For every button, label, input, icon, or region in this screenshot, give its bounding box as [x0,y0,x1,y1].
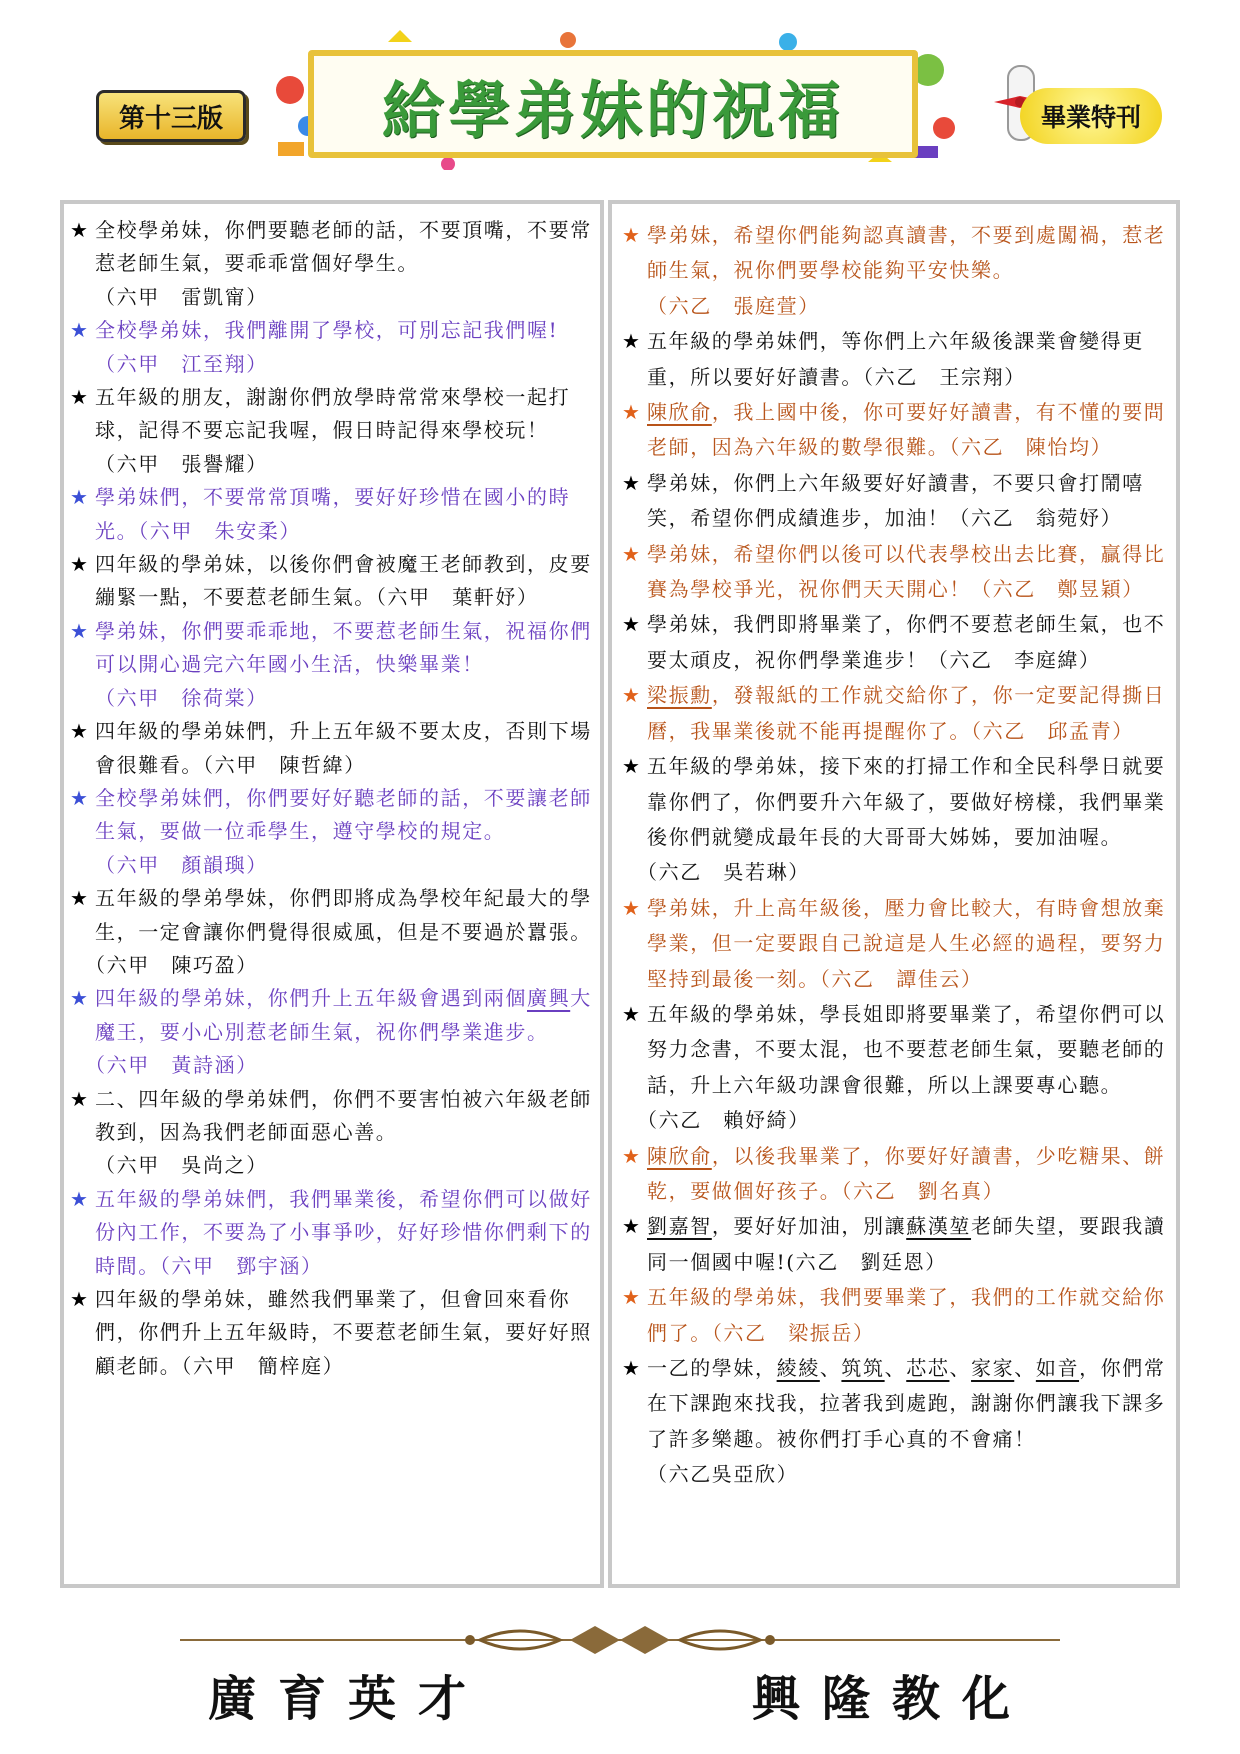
message-item [622,537,1170,608]
star-bullet-icon: ★ [70,385,90,410]
message-item [622,1351,1170,1493]
message-text: 學弟妹，升上高年級後，壓力會比較大，有時會想放棄學業，但一定要跟自己說這是人生必經的過程，要努力堅持到最後一刻。 [647,895,1166,991]
signature: （六甲 鄧宇涵） [159,1253,323,1278]
star-bullet-icon: ★ [70,1086,90,1111]
message-item [70,982,594,1082]
star-bullet-icon: ★ [70,318,90,343]
message-item [70,481,594,548]
message-item [70,1183,594,1283]
message-text: 五年級的學弟妹們，我們畢業後，希望你們可以做好份內工作，不要為了小事爭吵，好好珍惜你們剩下的時間。 [95,1186,592,1278]
message-text: 二、四年級的學弟妹們，你們不要害怕被六年級老師教到，因為我們老師面惡心善。 [95,1086,592,1144]
underlined-name: 綾綾 [776,1356,820,1380]
message-text: 五年級的學弟妹們，等你們上六年級後課業會變得更重，所以要好好讀書。 [647,329,1144,389]
signature: （六甲 朱安柔） [138,518,302,543]
signature: （六乙 梁振岳） [711,1320,875,1345]
title-banner [268,30,962,170]
signature: （六甲 張譽耀） [95,451,268,476]
message-text: 學弟妹，希望你們能夠認真讀書，不要到處闖禍，惹老師生氣，祝你們要學校能夠平安快樂。 [647,223,1166,283]
star-bullet-icon: ★ [70,1186,90,1211]
message-item [622,997,1170,1139]
message-item [70,715,594,782]
signature: （六甲 吳尚之） [95,1153,268,1178]
message-text: 學弟妹，你們要乖乖地，不要惹老師生氣，祝福你們可以開心過完六年國小生活，快樂畢業！ [95,618,592,677]
message-text: 五年級的學弟妹，接下來的打掃工作和全民科學日就要靠你們了，你們要升六年級了，要做好榜樣，我們畢業後你們就變成最年長的大哥哥大姊姊，要加油喔。 [647,754,1166,849]
motto-left: 廣育英才 [208,1671,489,1727]
message-text: 五年級的學弟妹，學長姐即將要畢業了，希望你們可以努力念書，不要太混，也不要惹老師生氣，要聽老師的話，升上六年級功課會很難，所以上課要專心聽。 [647,1001,1166,1097]
message-text [95,986,592,1043]
star-bullet-icon: ★ [622,1356,642,1380]
star-bullet-icon: ★ [70,218,90,242]
star-bullet-icon: ★ [622,1001,642,1026]
signature: (六乙 劉廷恩） [786,1249,947,1274]
signature: （六甲 陳哲緯） [203,752,366,777]
underlined-name: 家家 [971,1356,1015,1380]
signature: （六乙 邱孟青） [971,718,1134,743]
signature: （六乙 譚佳云） [819,966,983,991]
message-text [647,1356,1165,1451]
message-item [70,381,594,481]
underlined-name: 陳欣俞 [647,1143,712,1168]
underlined-name: 蘇漢堃 [906,1214,972,1239]
star-bullet-icon: ★ [70,1287,90,1311]
message-text: 五年級的學弟妹，我們要畢業了，我們的工作就交給你們了。 [647,1285,1166,1345]
star-bullet-icon: ★ [622,400,642,425]
text-segment: 、 [884,1356,907,1380]
star-bullet-icon: ★ [70,886,90,911]
underlined-name: 筑筑 [841,1356,885,1380]
message-item [622,324,1170,395]
underlined-name: 陳欣俞 [647,400,712,425]
message-item [70,882,594,982]
signature: （六乙 劉名真） [841,1178,1005,1203]
text-segment: 大魔王，要小心別惹老師生氣，祝你們學業進步。 [95,986,592,1044]
signature: （六甲 雷凱甯） [95,284,268,309]
star-bullet-icon: ★ [622,329,642,354]
text-segment: 一乙的學妹， [647,1356,777,1380]
star-bullet-icon: ★ [70,719,90,744]
star-bullet-icon: ★ [70,552,90,577]
signature: （六甲 徐荷棠） [95,685,268,710]
signature: （六乙 賴妤綺） [647,1108,810,1133]
signature: （六乙 鄭昱穎） [971,577,1144,602]
message-item [70,314,594,381]
underlined-name: 如音 [1035,1356,1080,1380]
text-segment: ，要好好加油，別讓 [711,1214,907,1239]
star-bullet-icon: ★ [70,485,90,510]
message-item [70,548,594,615]
text-segment: 、 [949,1356,972,1380]
signature: （六甲 簡梓庭） [181,1353,345,1378]
message-text: 學弟妹，我們即將畢業了，你們不要惹老師生氣，也不要太頑皮，祝你們學業進步！ [647,612,1166,672]
signature: （六乙 翁菀妤） [949,506,1123,531]
page-title: 給學弟妹的祝福 [381,73,844,147]
message-text: 學弟妹，希望你們以後可以代表學校出去比賽，贏得比賽為學校爭光，祝你們天天開心！ [647,541,1166,602]
signature: （六乙 吳若琳） [647,860,810,885]
message-item [622,395,1170,466]
star-bullet-icon: ★ [622,683,642,708]
underlined-name: 梁振勳 [647,683,712,708]
message-item [622,218,1170,324]
star-bullet-icon: ★ [622,895,642,920]
issue-badge: 第十三版 [96,90,246,142]
message-text: 五年級的朋友，謝謝你們放學時常常來學校一起打球，記得不要忘記我喔，假日時記得來學校玩！ [95,385,571,443]
message-text: 四年級的學弟妹，雖然我們畢業了，但會回來看你們，你們升上五年級時，不要惹老師生氣，要好好照顧老師。 [95,1287,592,1378]
text-segment: ，以後我畢業了，你要好好讀書，少吃糖果、餅乾，要做個好孩子。 [647,1143,1166,1203]
message-text: 全校學弟妹們，你們要好好聽老師的話，不要讓老師生氣，要做一位乖學生，遵守學校的規定。 [95,785,592,844]
signature: （六甲 顏韻璵） [95,852,268,877]
star-bullet-icon: ★ [70,618,90,643]
signature: （六乙 王宗翔） [863,364,1026,389]
text-segment: ，我上國中後，你可要好好讀書，有不懂的要問老師，因為六年級的數學很難。 [647,400,1166,460]
star-bullet-icon: ★ [70,785,90,810]
message-text: 學弟妹們，不要常常頂嘴，要好好珍惜在國小的時光。 [95,485,571,543]
motto-right: 興隆教化 [752,1671,1033,1727]
message-text: 五年級的學弟學妹，你們即將成為學校年紀最大的學生，一定會讓你們覺得很威風，但是不要過於囂張。 [95,886,592,944]
text-segment: ，你們常在下課跑來找我，拉著我到處跑，謝謝你們讓我下課多了許多樂趣。被你們打手心真的不會痛！ [647,1356,1166,1451]
message-text: 四年級的學弟妹，以後你們會被魔王老師教到，皮要繃緊一點，不要惹老師生氣。 [95,552,592,610]
signature: （六乙 李庭緯） [927,647,1101,672]
text-segment: 老師失望，要跟我讀同一個國中喔! [647,1214,1166,1274]
text-segment: 、 [819,1356,842,1380]
message-item [622,749,1170,891]
underlined-name: 劉嘉智 [647,1214,712,1239]
underlined-name: 廣興 [527,986,571,1011]
right-column [608,200,1180,1588]
signature: （六甲 黃詩涵） [95,1053,258,1078]
message-item [622,1139,1170,1210]
special-issue-badge: 畢業特刊 [1020,88,1162,144]
star-bullet-icon: ★ [622,470,642,495]
message-item [622,891,1170,997]
message-item [622,607,1170,678]
signature: （六甲 江至翔） [95,351,268,376]
underlined-name: 芯芯 [906,1356,950,1380]
message-item [622,466,1170,537]
left-column [60,200,604,1588]
message-item [70,214,594,314]
signature: （六乙吳亞欣） [647,1462,799,1487]
message-item [70,1283,594,1383]
star-bullet-icon: ★ [622,541,642,566]
signature: （六乙 陳怡均） [949,435,1113,460]
star-bullet-icon: ★ [622,754,642,779]
ornamental-divider [180,1620,1060,1660]
message-item [70,615,594,715]
message-item [622,678,1170,749]
star-bullet-icon: ★ [622,1214,642,1239]
star-bullet-icon: ★ [622,1143,642,1168]
message-item [70,1083,594,1183]
star-bullet-icon: ★ [622,1285,642,1310]
text-segment: 四年級的學弟妹，你們升上五年級會遇到兩個 [95,986,527,1011]
star-bullet-icon: ★ [70,986,90,1011]
star-bullet-icon: ★ [622,612,642,637]
message-item [622,1209,1170,1280]
message-text: 四年級的學弟妹們，升上五年級不要太皮，否則下場會很難看。 [95,719,592,777]
message-text: 全校學弟妹，我們離開了學校，可別忘記我們喔! [95,318,559,343]
text-segment: 、 [1014,1356,1036,1380]
text-segment: ，發報紙的工作就交給你了，你一定要記得撕日曆，我畢業後就不能再提醒你了。 [647,683,1166,743]
signature: （六乙 張庭萱） [647,293,820,318]
message-text: 學弟妹，你們上六年級要好好讀書，不要只會打鬧嘻笑，希望你們成績進步，加油！ [647,470,1144,531]
star-bullet-icon: ★ [622,223,642,247]
message-text: 全校學弟妹，你們要聽老師的話，不要頂嘴，不要常惹老師生氣，要乖乖當個好學生。 [95,218,592,276]
signature: （六甲 陳巧盈） [95,952,258,977]
signature: （六甲 葉軒妤） [375,585,539,610]
message-item [622,1280,1170,1351]
message-item [70,782,594,882]
